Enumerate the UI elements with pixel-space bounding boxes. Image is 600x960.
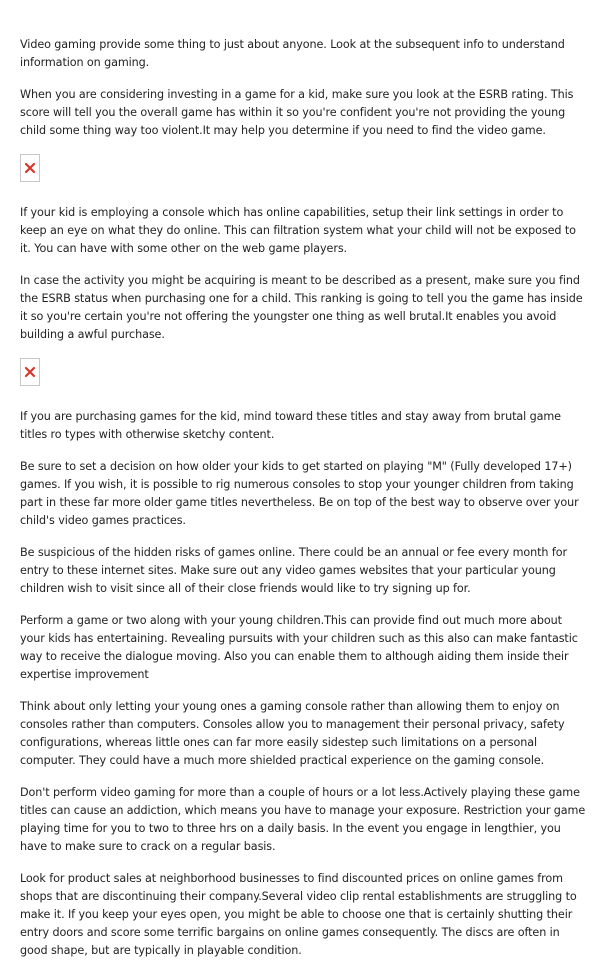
- red-x-icon: [24, 162, 36, 174]
- paragraph-limit-time: Don't perform video gaming for more than a couple of hours or a lot less.Actively playing these game titles can cause an addiction, which means you have to manage your exposure. Restriction your game playing time for you to two to three hrs on a daily basis. In the event you engage in lengthier, you have to make sure to crack on a regular basis.: [20, 786, 586, 853]
- paragraph-purchasing-titles: If you are purchasing games for the kid, mind toward these titles and stay away from brutal game titles ro types with otherwise sketchy content.: [20, 410, 561, 441]
- red-x-icon: [24, 366, 36, 378]
- broken-image-icon: [20, 358, 40, 386]
- paragraph-online-settings: If your kid is employing a console which has online capabilities, setup their link settings in order to keep an eye on what they do online. This can filtration system what your child will not be exposed to it. You can have with some other on the web game players.: [20, 206, 576, 255]
- paragraph-online-risks: Be suspicious of the hidden risks of games online. There could be an annual or fee every month for entry to these internet sites. Make sure out any video games websites that your particular young children wish to visit since all of their close friends would like to try signing up for.: [20, 546, 567, 595]
- paragraph-intro: Video gaming provide some thing to just about anyone. Look at the subsequent info to understand information on gaming.: [20, 38, 565, 69]
- paragraph-m-rated: Be sure to set a decision on how older your kids to get started on playing "M" (Fully developed 17+) games. If you wish, it is possible to rig numerous consoles to stop your younger children from taking part in these far more older game titles nevertheless. Be on top of the best way to observe over your child's video games practices.: [20, 460, 579, 527]
- paragraph-esrb-rating: When you are considering investing in a game for a kid, make sure you look at the ESRB rating. This score will tell you the overall game has within it so you're confident you're not providing the young child some thing way too violent.It may help you determine if you need to find the video game.: [20, 88, 574, 137]
- broken-image-icon: [20, 154, 40, 182]
- paragraph-product-sales: Look for product sales at neighborhood businesses to find discounted prices on online games from shops that are discontinuing their company.Several video clip rental establishments are struggling to make it. If you keep your eyes open, you might be able to choose one that is certainly shutting their entry doors and score some terrific bargains on online games consequently. The discs are often in good shape, but are typically in playable condition.: [20, 872, 577, 957]
- paragraph-present-rating: In case the activity you might be acquiring is meant to be described as a present, make sure you find the ESRB status when purchasing one for a child. This ranking is going to tell you the game has inside it so you're certain you're not offering the youngster one thing as well brutal.It enables you avoid building a awful purchase.: [20, 274, 583, 341]
- paragraph-play-together: Perform a game or two along with your young children.This can provide find out much more about your kids has entertaining. Revealing pursuits with your children such as this also can make fantastic way to receive the dialogue moving. Also you can enable them to although aiding them inside their expertise improvement: [20, 614, 578, 681]
- paragraph-consoles: Think about only letting your young ones a gaming console rather than allowing them to enjoy on consoles rather than computers. Consoles allow you to management their personal privacy, safety configurations, whereas little ones can far more easily sidestep such limitations on a personal computer. They could have a much more shielded practical experience on the gaming console.: [20, 700, 565, 767]
